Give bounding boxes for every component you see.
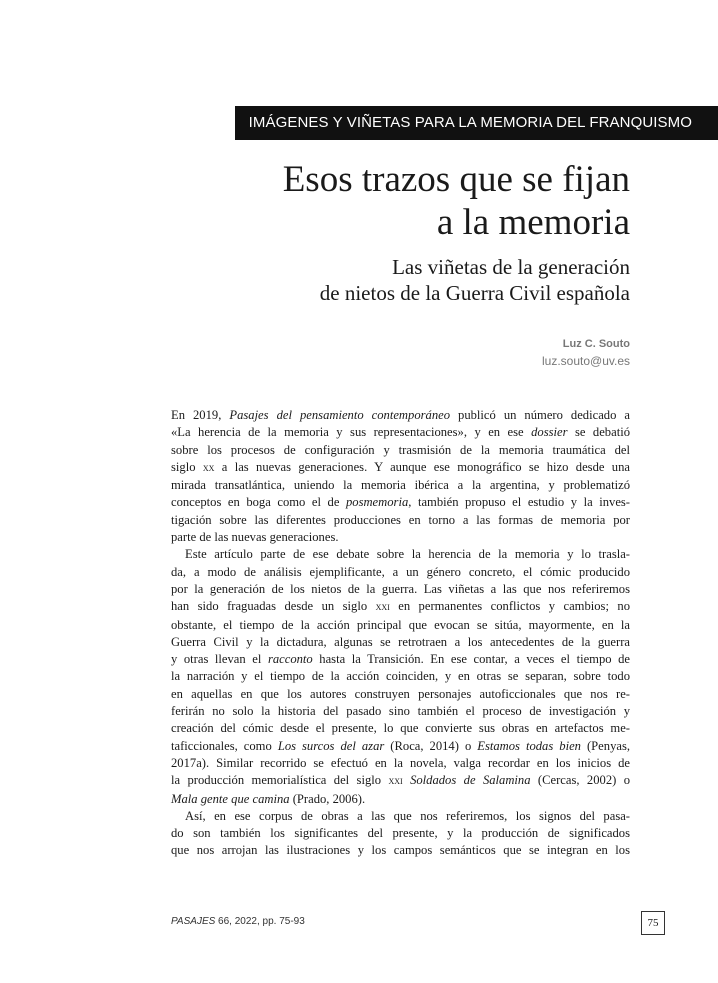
- italic-title: Pasajes del pensamiento contemporáneo: [229, 408, 450, 422]
- italic-title: dossier: [531, 425, 568, 440]
- text-line: la producción memorialística del siglo xxi Soldados de Salamina (Cercas, 2002) o: [171, 773, 631, 788]
- page-footer: [171, 916, 305, 927]
- text-line: han sido fraguadas desde un siglo xxi en permanentes conflictos y cambios; no: [171, 599, 630, 614]
- author-email[interactable]: luz.souto@uv.es: [541, 354, 630, 368]
- text-line: «La herencia de la memoria y sus representaciones», y en ese dossier se debatió: [171, 425, 630, 440]
- text-line: da, a modo de análisis ejemplificante, a un género concreto, el cómic producido: [171, 564, 630, 579]
- paragraph-2: [171, 546, 630, 807]
- journal-citation: 66, 2022, pp. 75-93: [215, 916, 305, 927]
- century-numeral: xxi: [375, 601, 390, 614]
- text-line: en aquellas en que los autores construyen personajes autoficcionales que nos re-: [171, 686, 630, 701]
- page-number: 75: [641, 911, 665, 935]
- text-line: sobre los procesos de configuración y trasmisión de la memoria traumática del: [171, 442, 630, 457]
- italic-title: Soldados de Salamina: [410, 773, 531, 788]
- text-line: Así, en ese corpus de obras a las que nos referiremos, los signos del pasa-: [185, 808, 630, 823]
- title-line-2: a la memoria: [436, 202, 630, 243]
- text-line: En 2019, Pasajes del pensamiento contemporáneo publicó un número dedicado a: [171, 408, 630, 422]
- author-name: Luz C. Souto: [562, 338, 630, 350]
- article-body: [171, 407, 630, 860]
- text-line: taficcionales, como Los surcos del azar (Roca, 2014) o Estamos todas bien (Penyas,: [171, 738, 631, 753]
- text-line: parte de las nuevas generaciones.: [171, 530, 339, 545]
- article-subtitle: [190, 254, 630, 306]
- text-line: que nos arrojan las ilustraciones y los campos semánticos que se integran en los: [171, 843, 630, 858]
- subtitle-line-2: de nietos de la Guerra Civil española: [319, 281, 630, 305]
- century-numeral: xx: [202, 461, 215, 474]
- subtitle-line-1: Las viñetas de la generación: [392, 255, 630, 279]
- author-block: [542, 337, 630, 370]
- century-numeral: xxi: [388, 775, 403, 788]
- text-line: do son también los significantes del presente, y la producción de significados: [171, 826, 630, 841]
- title-line-1: Esos trazos que se fijan: [282, 159, 630, 200]
- article-title: [190, 158, 630, 244]
- text-line: Mala gente que camina (Prado, 2006).: [171, 791, 366, 806]
- text-line: Guerra Civil y la dictadura, algunas se retrotraen a los antecedentes de la guerra: [171, 634, 630, 649]
- text-line: conceptos en boga como el de posmemoria, también propuso el estudio y la inves-: [171, 495, 630, 510]
- text-line: creación del cómic desde el presente, lo que convierte sus obras en artefactos me-: [171, 721, 630, 736]
- text-line: la narración y el tiempo de la acción coinciden, y en otras se separan, sobre todo: [171, 669, 630, 684]
- italic-title: Estamos todas bien: [477, 738, 581, 753]
- text-line: y otras llevan el racconto hasta la Transición. En ese contar, a veces el tiempo de: [171, 652, 631, 667]
- journal-name: PASAJES: [171, 916, 216, 927]
- italic-title: racconto: [267, 652, 313, 667]
- paragraph-3: [171, 808, 630, 860]
- section-banner: IMÁGENES Y VIÑETAS PARA LA MEMORIA DEL FRANQUISMO: [235, 106, 718, 140]
- text-line: 2017a). Similar recorrido se efectuó en la novela, valga recordar en los inicios de: [171, 755, 630, 770]
- text-line: ferirán no solo la historia del pasado sino también el proceso de investigación y: [171, 704, 630, 719]
- text-line: mirada transatlántica, uniendo la memoria ibérica a la argentina, y problematizó: [171, 478, 630, 493]
- text-line: tigación sobre las diferentes producciones en torno a las formas de memoria por: [171, 512, 630, 527]
- text-line: por la generación de los nietos de la guerra. Las viñetas a las que nos referiremos: [171, 581, 630, 596]
- text-line: obstante, el tiempo de la acción principal que evocan se sitúa, mayormente, en la: [171, 617, 630, 632]
- text-line: siglo xx a las nuevas generaciones. Y aunque ese monográfico se hizo desde una: [171, 459, 630, 474]
- paragraph-1: [171, 407, 630, 546]
- text-line: Este artículo parte de ese debate sobre la herencia de la memoria y lo trasla-: [185, 547, 630, 562]
- italic-title: Los surcos del azar: [277, 738, 385, 753]
- italic-title: Mala gente que camina: [171, 791, 290, 806]
- italic-title: posmemoria: [345, 495, 409, 510]
